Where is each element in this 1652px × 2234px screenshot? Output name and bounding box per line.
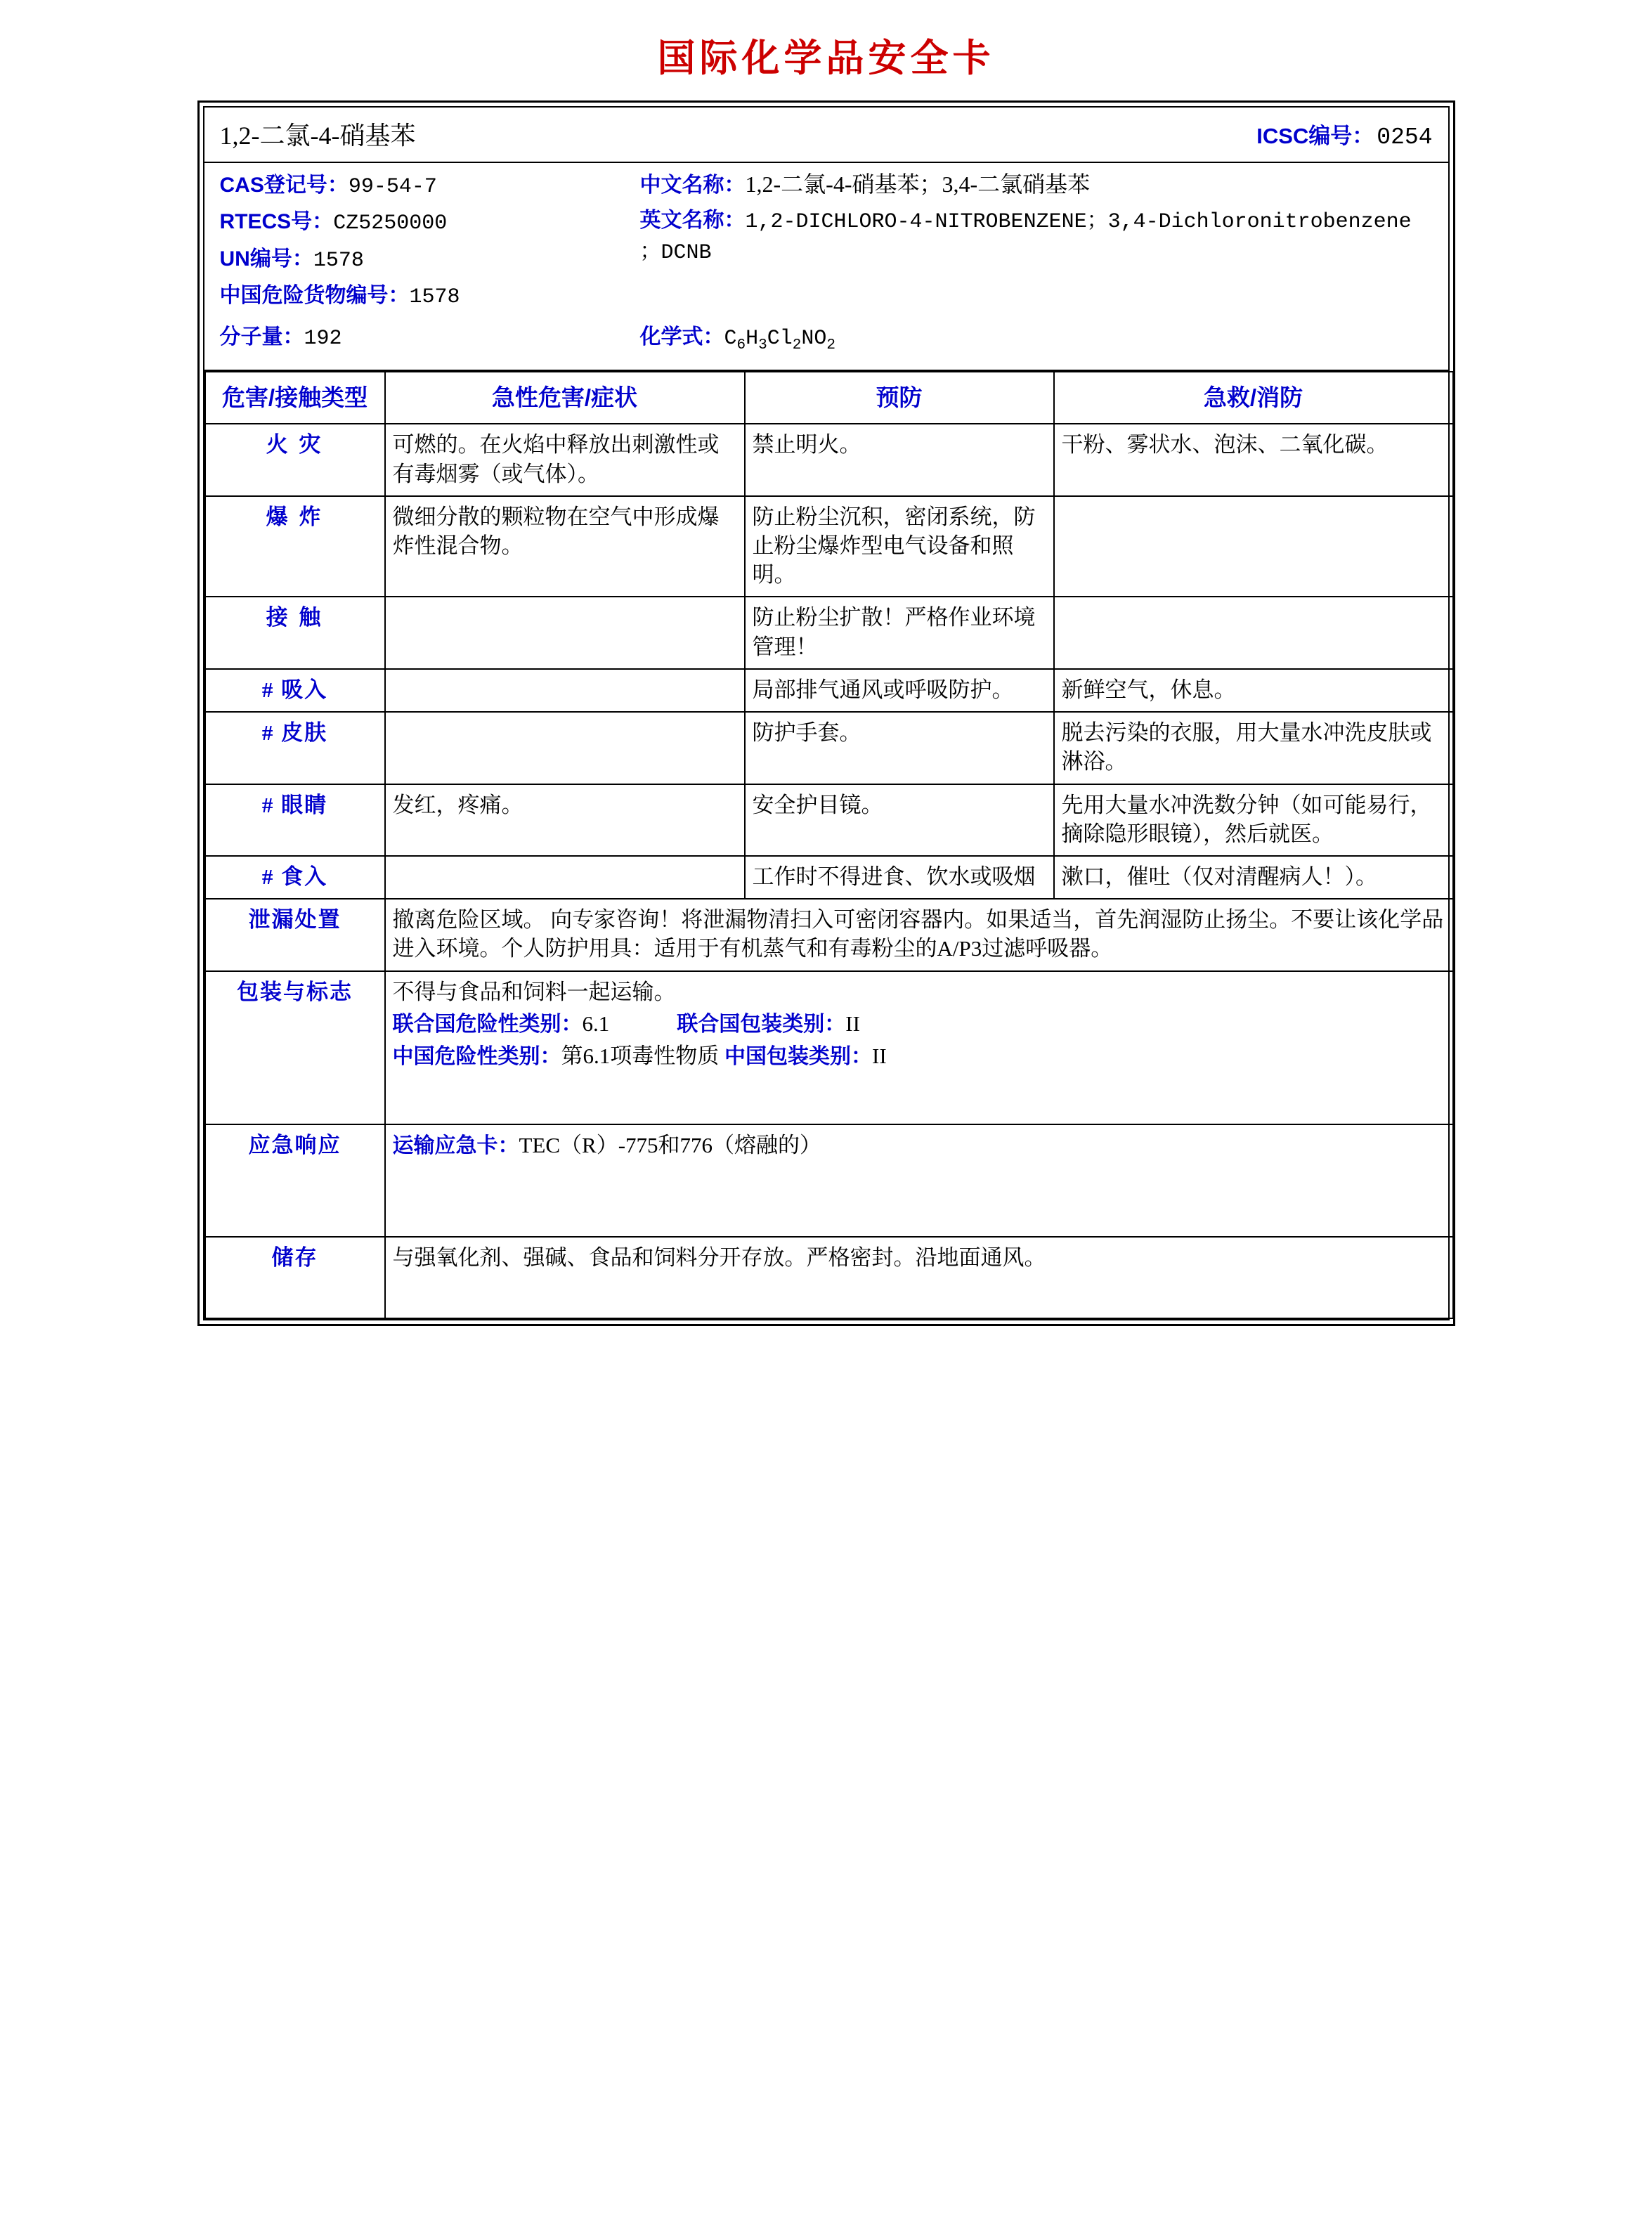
- row-prevention-eyes: 安全护目镜。: [745, 784, 1054, 856]
- row-acute-ingestion: [385, 856, 745, 899]
- row-acute-skin: [385, 712, 745, 784]
- section-row-spillage: [205, 899, 1453, 970]
- row-type-eyes: # 眼睛: [205, 784, 385, 856]
- row-firstaid-skin: 脱去污染的衣服，用大量水冲洗皮肤或淋浴。: [1054, 712, 1453, 784]
- hazards-table-header-row: [205, 372, 1453, 424]
- en-name-value: 1,2-DICHLORO-4-NITROBENZENE；3,4-Dichloronitrobenzene ；DCNB: [639, 210, 1412, 265]
- section-text-storage: 与强氧化剂、强碱、食品和饲料分开存放。严格密封。沿地面通风。: [385, 1237, 1453, 1318]
- table-row: [205, 496, 1453, 597]
- un-pack-value: II: [845, 1011, 860, 1036]
- chemical-name: 1,2-二氯-4-硝基苯: [219, 122, 416, 150]
- section-label-emergency: 应急响应: [205, 1124, 385, 1237]
- section-row-packaging: [205, 971, 1453, 1124]
- safety-card-inner-frame: [203, 106, 1450, 1320]
- formula-value: $C_6H_3Cl_2NO_2$: [724, 326, 835, 353]
- un-row: [220, 244, 640, 274]
- un-value: 1578: [313, 248, 364, 273]
- cn-hazard-value: 第6.1项毒性物质: [561, 1043, 720, 1068]
- row-prevention-exposure: 防止粉尘扩散！严格作业环境管理！: [745, 597, 1054, 668]
- identifier-left-column: [204, 170, 640, 318]
- row-prevention-fire: 禁止明火。: [745, 424, 1054, 495]
- header-acute: 急性危害/症状: [385, 372, 745, 424]
- row-acute-fire: 可燃的。在火焰中释放出刺激性或有毒烟雾（或气体）。: [385, 424, 745, 495]
- row-acute-inhalation: [385, 669, 745, 712]
- un-hazard-value: 6.1: [582, 1011, 610, 1036]
- formula-row: [640, 322, 836, 356]
- section-content-emergency: [385, 1124, 1453, 1237]
- card-header: [204, 108, 1448, 163]
- un-hazard-label: 联合国危险性类别：: [392, 1012, 583, 1036]
- row-firstaid-exposure: [1054, 597, 1453, 668]
- table-row: [205, 712, 1453, 784]
- cas-row: [220, 170, 640, 200]
- un-label: UN编号：: [219, 247, 313, 271]
- formula-label: 化学式：: [639, 325, 724, 349]
- section-text-spillage: 撤离危险区域。 向专家咨询！将泄漏物清扫入可密闭容器内。如果适当，首先润湿防止扬尘。不要让该化学品进入环境。个人防护用具：适用于有机蒸气和有毒粉尘的A/P3过滤呼吸器。: [385, 899, 1453, 970]
- mw-value: 192: [304, 326, 342, 351]
- row-type-skin: # 皮肤: [205, 712, 385, 784]
- row-firstaid-inhalation: 新鲜空气，休息。: [1054, 669, 1453, 712]
- cas-value: 99-54-7: [348, 175, 437, 199]
- row-prevention-ingestion: 工作时不得进食、饮水或吸烟: [745, 856, 1054, 899]
- row-type-inhalation: # 吸入: [205, 669, 385, 712]
- row-firstaid-ingestion: 漱口，催吐（仅对清醒病人！）。: [1054, 856, 1453, 899]
- identifier-block: [204, 163, 1448, 322]
- tec-label: 运输应急卡：: [392, 1134, 519, 1157]
- cn-name-label: 中文名称：: [639, 174, 746, 197]
- row-type-fire: 火 灾: [205, 424, 385, 495]
- header-prevention: 预防: [745, 372, 1054, 424]
- identifier-spacer: [640, 273, 1436, 302]
- icsc-label: ICSC编号：: [1256, 123, 1374, 148]
- row-type-exposure: 接 触: [205, 597, 385, 668]
- row-acute-exposure: [385, 597, 745, 668]
- section-row-emergency: [205, 1124, 1453, 1237]
- section-content-packaging: [385, 971, 1453, 1124]
- cn-name-row: [640, 170, 1436, 199]
- table-row: [205, 856, 1453, 899]
- mw-label: 分子量：: [219, 325, 304, 349]
- cn-pack-label: 中国包装类别：: [724, 1044, 872, 1068]
- rtecs-value: CZ5250000: [333, 212, 448, 236]
- row-acute-explosion: 微细分散的颗粒物在空气中形成爆炸性混合物。: [385, 496, 745, 597]
- packaging-line-transport: 不得与食品和饲料一起运输。: [392, 979, 676, 1004]
- row-firstaid-eyes: 先用大量水冲洗数分钟（如可能易行，摘除隐形眼镜），然后就医。: [1054, 784, 1453, 856]
- china-dangerous-row: [220, 280, 640, 311]
- cas-label: CAS登记号：: [219, 174, 349, 197]
- icsc-number: 0254: [1377, 124, 1433, 150]
- rtecs-row: [220, 207, 640, 237]
- safety-card-outer-frame: [197, 100, 1455, 1326]
- row-firstaid-fire: 干粉、雾状水、泡沫、二氧化碳。: [1054, 424, 1453, 495]
- un-pack-label: 联合国包装类别：: [677, 1012, 846, 1036]
- header-type: 危害/接触类型: [205, 372, 385, 424]
- row-prevention-inhalation: 局部排气通风或呼吸防护。: [745, 669, 1054, 712]
- section-label-spillage: 泄漏处置: [205, 899, 385, 970]
- cn-name-value: 1,2-二氯-4-硝基苯；3,4-二氯硝基苯: [745, 171, 1091, 197]
- table-row: [205, 784, 1453, 856]
- table-row: [205, 597, 1453, 668]
- page-title: 国际化学品安全卡: [657, 37, 995, 79]
- section-row-storage: [205, 1237, 1453, 1318]
- en-name-row: [640, 205, 1436, 266]
- row-firstaid-explosion: [1054, 496, 1453, 597]
- table-row: [205, 669, 1453, 712]
- section-label-storage: 储存: [205, 1237, 385, 1318]
- row-type-ingestion: # 食入: [205, 856, 385, 899]
- en-name-label: 英文名称：: [639, 209, 746, 233]
- table-row: [205, 424, 1453, 495]
- row-prevention-explosion: 防止粉尘沉积，密闭系统，防止粉尘爆炸型电气设备和照明。: [745, 496, 1054, 597]
- packaging-line-cn: [393, 1041, 1445, 1071]
- hazards-table: [204, 371, 1454, 1318]
- packaging-line-un: [393, 1009, 1445, 1039]
- icsc-number-group: [1256, 118, 1432, 150]
- rtecs-label: RTECS号：: [219, 210, 334, 234]
- china-dangerous-label: 中国危险货物编号：: [219, 284, 410, 308]
- row-prevention-skin: 防护手套。: [745, 712, 1054, 784]
- molecular-weight-row: [220, 322, 640, 356]
- row-type-explosion: 爆 炸: [205, 496, 385, 597]
- cn-hazard-label: 中国危险性类别：: [392, 1044, 561, 1068]
- china-dangerous-value: 1578: [409, 285, 460, 310]
- mw-formula-line: [204, 322, 1448, 372]
- identifier-right-column: [640, 170, 1448, 318]
- section-label-packaging: 包装与标志: [205, 971, 385, 1124]
- tec-value: TEC（R）-775和776（熔融的）: [519, 1132, 822, 1157]
- header-firstaid: 急救/消防: [1054, 372, 1453, 424]
- cn-pack-value: II: [872, 1043, 887, 1068]
- row-acute-eyes: 发红，疼痛。: [385, 784, 745, 856]
